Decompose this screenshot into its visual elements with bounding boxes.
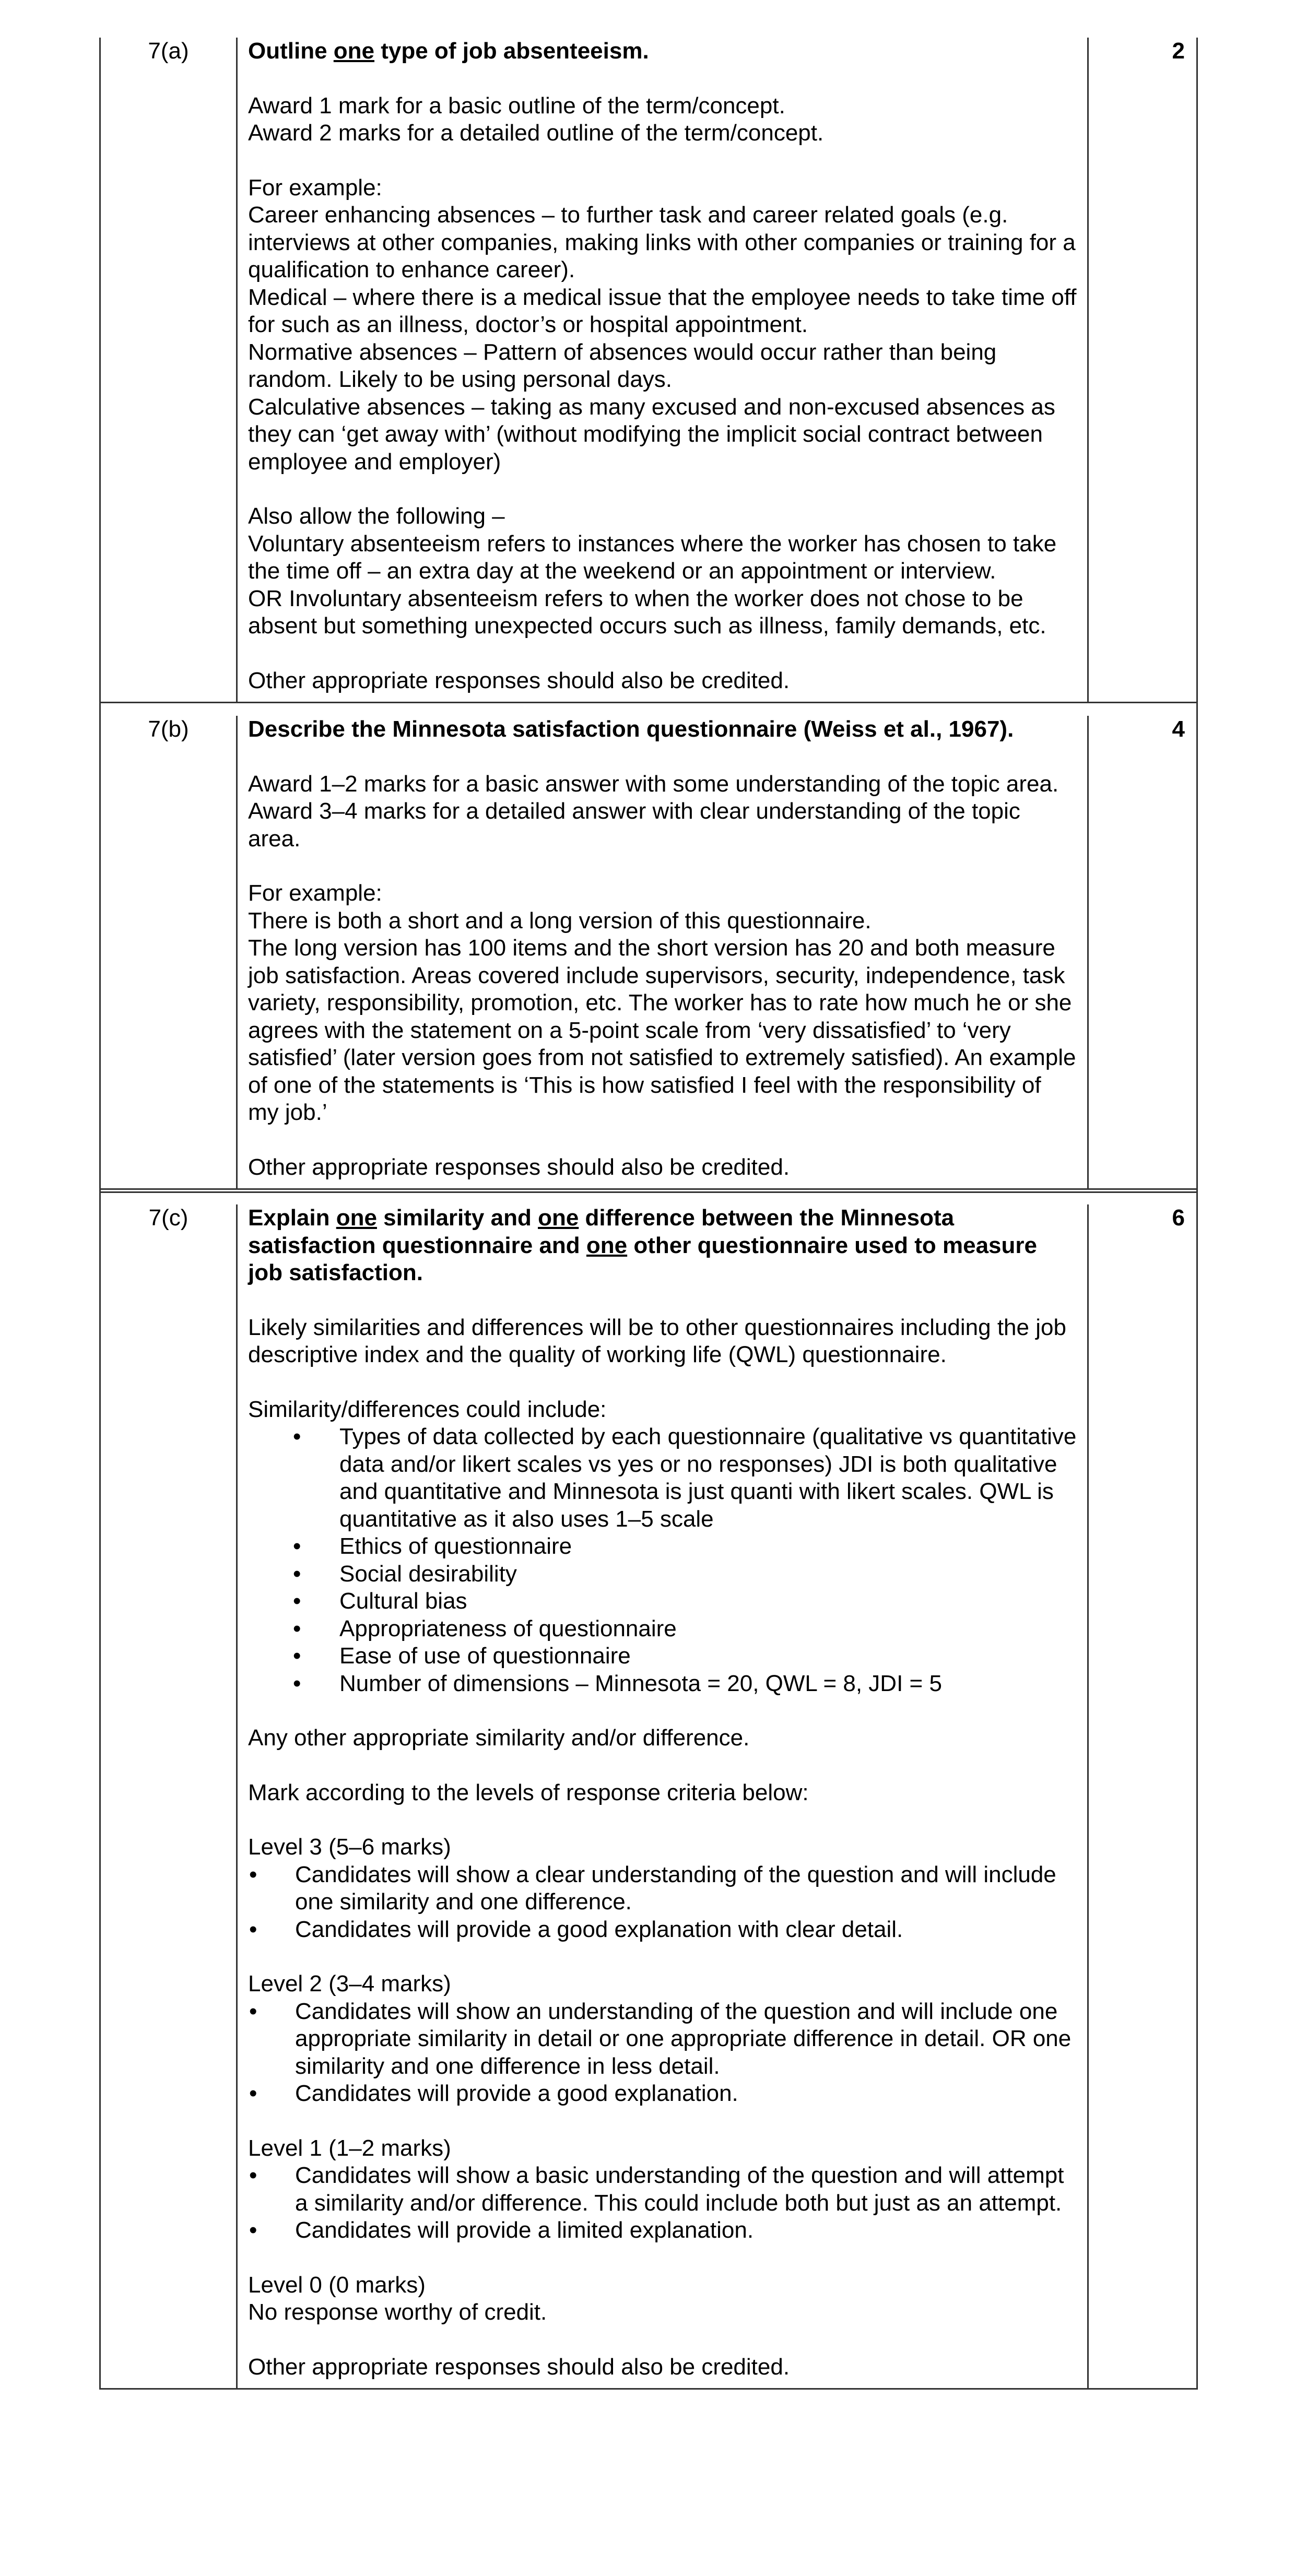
question-row-7b <box>101 702 1196 1188</box>
question-text: Outline one type of job absenteeism. <box>248 38 649 64</box>
level-title: Level 1 (1–2 marks) <box>248 2135 451 2161</box>
question-number: 7(a) <box>101 38 238 702</box>
list-item: • Ethics of questionnaire <box>248 1533 1077 1561</box>
marks-value: 2 <box>1172 38 1185 64</box>
level-title: Level 2 (3–4 marks) <box>248 1971 451 1996</box>
example-text: Medical – where there is a medical issue that the employee needs to take time off for such as an illness, doctor’s or hospital appointment. <box>248 284 1077 337</box>
level-criteria-list <box>248 1998 1077 2108</box>
example-text: The long version has 100 items and the short version has 20 and both measure job satisfaction. Areas covered include supervisors, security, independence, task variety, responsibility, promotion, etc. The worker has to rate how much he or she agrees with the statement on a 5-point scale from ‘very dissatisfied’ to ‘very satisfied’ (later version goes from not satisfied to extremely satisfied). An example of one of the statements is ‘This is how satisfied I feel with the responsibility of my job.’ <box>248 935 1076 1125</box>
example-text: Career enhancing absences – to further task and career related goals (e.g. interviews at other companies, making links with other companies or training for a qualification to enhance career). <box>248 202 1076 282</box>
level-text: No response worthy of credit. <box>248 2299 547 2325</box>
example-heading: For example: <box>248 880 382 906</box>
level-title: Level 3 (5–6 marks) <box>248 1834 451 1860</box>
mark-scheme-table <box>99 38 1198 2390</box>
example-heading: For example: <box>248 174 382 200</box>
list-item: • Types of data collected by each questionnaire (qualitative vs quantitative data and/or likert scales vs yes or no responses) JDI is both qualitative and quantitative and Minnesota is just quanti with likert scales. QWL is quantitative as it also uses 1–5 scale <box>248 1423 1077 1533</box>
list-item: • Candidates will provide a good explanation. <box>248 2080 1077 2108</box>
similarity-heading: Similarity/differences could include: <box>248 1396 607 1422</box>
list-item: • Number of dimensions – Minnesota = 20, QWL = 8, JDI = 5 <box>248 1670 1077 1698</box>
answer-cell <box>238 716 1089 1188</box>
any-other-text: Any other appropriate similarity and/or difference. <box>248 1725 750 1751</box>
question-number: 7(c) <box>101 1204 238 2388</box>
other-responses-note: Other appropriate responses should also be credited. <box>248 667 790 693</box>
list-item: • Candidates will show an understanding of the question and will include one appropriate similarity in detail or one appropriate difference in detail. OR one similarity and one difference in less detail. <box>248 1998 1077 2081</box>
question-row-7c <box>101 1188 1196 2388</box>
answer-cell <box>238 38 1089 702</box>
award-line: Award 2 marks for a detailed outline of the term/concept. <box>248 120 824 146</box>
list-item: • Social desirability <box>248 1561 1077 1588</box>
award-line: Award 1–2 marks for a basic answer with some understanding of the topic area. <box>248 771 1059 797</box>
level-criteria-list <box>248 1861 1077 1944</box>
other-responses-note: Other appropriate responses should also be credited. <box>248 1154 790 1180</box>
list-item: • Cultural bias <box>248 1588 1077 1615</box>
similarity-list <box>248 1423 1077 1697</box>
mark-according-text: Mark according to the levels of response criteria below: <box>248 1779 809 1805</box>
list-item: • Candidates will provide a limited explanation. <box>248 2217 1077 2244</box>
marks-value: 4 <box>1172 716 1185 742</box>
question-text: Describe the Minnesota satisfaction questionnaire (Weiss et al., 1967). <box>248 716 1014 742</box>
example-text: Normative absences – Pattern of absences would occur rather than being random. Likely to be using personal days. <box>248 339 997 392</box>
other-responses-note: Other appropriate responses should also be credited. <box>248 2354 790 2380</box>
question-text: Explain one similarity and one difference between the Minnesota satisfaction questionnaire and one other questionnaire used to measure job satisfaction. <box>248 1205 1037 1285</box>
marks-value: 6 <box>1172 1205 1185 1231</box>
also-text: Voluntary absenteeism refers to instances where the worker has chosen to take the time off – an extra day at the weekend or an appointment or interview. <box>248 530 1057 584</box>
list-item: • Candidates will provide a good explanation with clear detail. <box>248 1916 1077 1944</box>
answer-cell <box>238 1204 1089 2388</box>
example-text: There is both a short and a long version of this questionnaire. <box>248 907 872 933</box>
likely-text: Likely similarities and differences will be to other questionnaires including the job descriptive index and the quality of working life (QWL) questionnaire. <box>248 1314 1066 1367</box>
award-line: Award 1 mark for a basic outline of the term/concept. <box>248 92 785 119</box>
question-number: 7(b) <box>101 716 238 1188</box>
level-criteria-list <box>248 2162 1077 2244</box>
example-text: Calculative absences – taking as many excused and non-excused absences as they can ‘get away with’ (without modifying the implicit social contract between employee and employer) <box>248 394 1055 475</box>
level-title: Level 0 (0 marks) <box>248 2272 426 2298</box>
list-item: • Candidates will show a clear understanding of the question and will include one similarity and one difference. <box>248 1861 1077 1916</box>
list-item: • Candidates will show a basic understanding of the question and will attempt a similarity and/or difference. This could include both but just as an attempt. <box>248 2162 1077 2217</box>
also-text: OR Involuntary absenteeism refers to when the worker does not chose to be absent but something unexpected occurs such as illness, family demands, etc. <box>248 585 1046 639</box>
question-row-7a <box>101 38 1196 702</box>
list-item: • Ease of use of questionnaire <box>248 1643 1077 1670</box>
also-heading: Also allow the following – <box>248 503 505 529</box>
list-item: • Appropriateness of questionnaire <box>248 1615 1077 1643</box>
award-line: Award 3–4 marks for a detailed answer with clear understanding of the topic area. <box>248 798 1020 852</box>
